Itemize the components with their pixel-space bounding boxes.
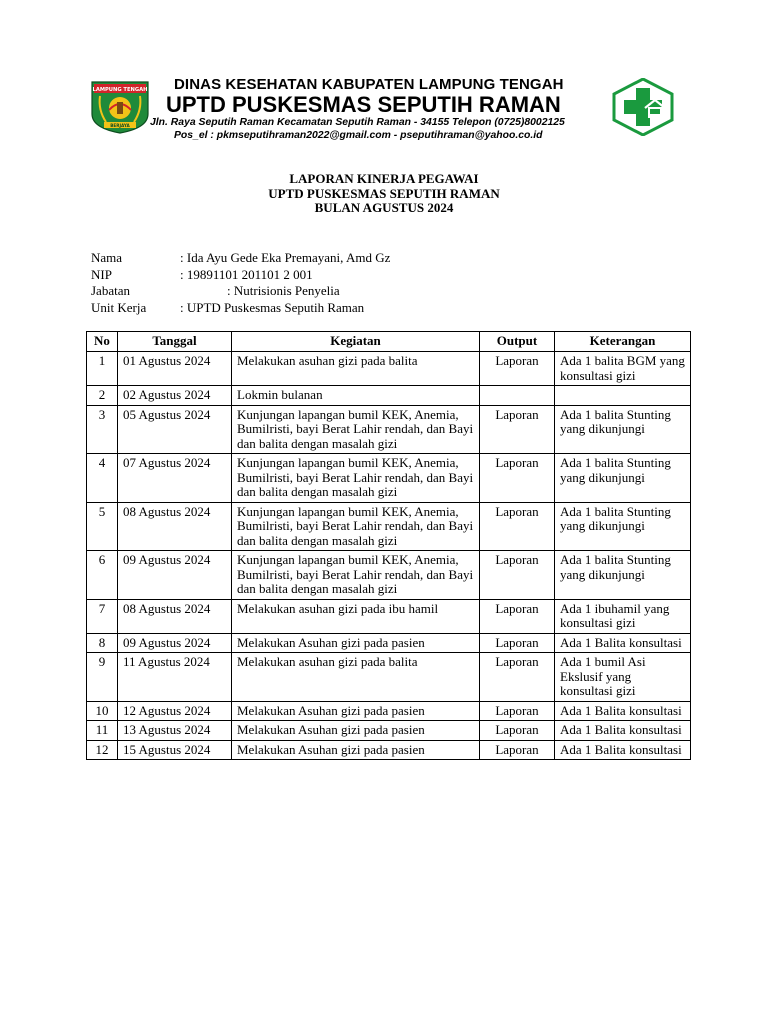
cell-no: 12 bbox=[87, 740, 118, 760]
cell-no: 1 bbox=[87, 352, 118, 386]
cell-keterangan: Ada 1 balita Stunting yang dikunjungi bbox=[555, 454, 691, 503]
header-no: No bbox=[87, 332, 118, 352]
header-tanggal: Tanggal bbox=[118, 332, 232, 352]
jabatan-label: Jabatan bbox=[91, 283, 130, 298]
cell-keterangan: Ada 1 balita BGM yang konsultasi gizi bbox=[555, 352, 691, 386]
table-row bbox=[87, 721, 691, 741]
jabatan-value: : Nutrisionis Penyelia bbox=[227, 283, 340, 298]
nip-value: : 19891101 201101 2 001 bbox=[180, 266, 313, 282]
cell-kegiatan: Kunjungan lapangan bumil KEK, Anemia, Bumilristi, bayi Berat Lahir rendah, dan Bayi dan balita dengan masalah gizi bbox=[232, 454, 480, 503]
cell-keterangan: Ada 1 balita Stunting yang dikunjungi bbox=[555, 551, 691, 600]
cell-tanggal: 12 Agustus 2024 bbox=[118, 701, 232, 721]
nip-label: NIP bbox=[91, 266, 112, 282]
cell-tanggal: 07 Agustus 2024 bbox=[118, 454, 232, 503]
cell-kegiatan: Melakukan asuhan gizi pada balita bbox=[232, 352, 480, 386]
report-title bbox=[0, 172, 768, 216]
cell-keterangan: Ada 1 balita Stunting yang dikunjungi bbox=[555, 502, 691, 551]
activity-table bbox=[86, 331, 691, 760]
unit-kerja-value: : UPTD Puskesmas Seputih Raman bbox=[180, 299, 365, 315]
emblem-bottom-label: BERJAYA bbox=[110, 123, 130, 128]
title-line-2: UPTD PUSKESMAS SEPUTIH RAMAN bbox=[268, 185, 500, 201]
title-line-1: LAPORAN KINERJA PEGAWAI bbox=[289, 171, 479, 186]
cell-kegiatan: Kunjungan lapangan bumil KEK, Anemia, Bumilristi, bayi Berat Lahir rendah, dan Bayi dan balita dengan masalah gizi bbox=[232, 405, 480, 454]
cell-kegiatan: Melakukan asuhan gizi pada ibu hamil bbox=[232, 599, 480, 633]
cell-keterangan: Ada 1 balita Stunting yang dikunjungi bbox=[555, 405, 691, 454]
cell-output: Laporan bbox=[480, 701, 555, 721]
header-keterangan: Keterangan bbox=[555, 332, 691, 352]
table-row bbox=[87, 352, 691, 386]
cell-output: Laporan bbox=[480, 653, 555, 702]
agency-name: DINAS KESEHATAN KABUPATEN LAMPUNG TENGAH bbox=[174, 76, 564, 93]
cell-no: 4 bbox=[87, 454, 118, 503]
puskesmas-cross-icon bbox=[612, 78, 674, 136]
header-kegiatan: Kegiatan bbox=[232, 332, 480, 352]
cell-kegiatan: Melakukan Asuhan gizi pada pasien bbox=[232, 721, 480, 741]
table-row bbox=[87, 653, 691, 702]
table-row bbox=[87, 633, 691, 653]
cell-no: 8 bbox=[87, 633, 118, 653]
unit-kerja-label: Unit Kerja bbox=[91, 299, 147, 315]
cell-no: 10 bbox=[87, 701, 118, 721]
table-row bbox=[87, 502, 691, 551]
cell-output: Laporan bbox=[480, 740, 555, 760]
cell-kegiatan: Melakukan asuhan gizi pada balita bbox=[232, 653, 480, 702]
cell-output: Laporan bbox=[480, 502, 555, 551]
table-row bbox=[87, 551, 691, 600]
letterhead bbox=[86, 74, 686, 141]
cell-kegiatan: Melakukan Asuhan gizi pada pasien bbox=[232, 701, 480, 721]
cell-keterangan: Ada 1 Balita konsultasi bbox=[555, 701, 691, 721]
table-row bbox=[87, 701, 691, 721]
cell-keterangan: Ada 1 bumil Asi Ekslusif yang konsultasi gizi bbox=[555, 653, 691, 702]
table-row bbox=[87, 405, 691, 454]
cell-no: 2 bbox=[87, 386, 118, 406]
cell-no: 9 bbox=[87, 653, 118, 702]
cell-tanggal: 09 Agustus 2024 bbox=[118, 551, 232, 600]
cell-output: Laporan bbox=[480, 633, 555, 653]
cell-tanggal: 09 Agustus 2024 bbox=[118, 633, 232, 653]
cell-tanggal: 13 Agustus 2024 bbox=[118, 721, 232, 741]
cell-kegiatan: Lokmin bulanan bbox=[232, 386, 480, 406]
table-row bbox=[87, 454, 691, 503]
cell-tanggal: 08 Agustus 2024 bbox=[118, 599, 232, 633]
cell-keterangan: Ada 1 Balita konsultasi bbox=[555, 633, 691, 653]
cell-tanggal: 01 Agustus 2024 bbox=[118, 352, 232, 386]
cell-keterangan: Ada 1 Balita konsultasi bbox=[555, 721, 691, 741]
cell-no: 7 bbox=[87, 599, 118, 633]
cell-no: 6 bbox=[87, 551, 118, 600]
cell-kegiatan: Kunjungan lapangan bumil KEK, Anemia, Bumilristi, bayi Berat Lahir rendah, dan Bayi dan balita dengan masalah gizi bbox=[232, 551, 480, 600]
cell-output bbox=[480, 386, 555, 406]
cell-kegiatan: Melakukan Asuhan gizi pada pasien bbox=[232, 633, 480, 653]
table-row bbox=[87, 599, 691, 633]
title-line-3: BULAN AGUSTUS 2024 bbox=[314, 200, 454, 215]
cell-output: Laporan bbox=[480, 454, 555, 503]
cell-tanggal: 05 Agustus 2024 bbox=[118, 405, 232, 454]
cell-kegiatan: Kunjungan lapangan bumil KEK, Anemia, Bumilristi, bayi Berat Lahir rendah, dan Bayi dan balita dengan masalah gizi bbox=[232, 502, 480, 551]
cell-keterangan: Ada 1 ibuhamil yang konsultasi gizi bbox=[555, 599, 691, 633]
cell-output: Laporan bbox=[480, 352, 555, 386]
nama-label: Nama bbox=[91, 250, 123, 265]
nama-value: : Ida Ayu Gede Eka Premayani, Amd Gz bbox=[180, 250, 391, 265]
cell-no: 5 bbox=[87, 502, 118, 551]
cell-tanggal: 11 Agustus 2024 bbox=[118, 653, 232, 702]
cell-output: Laporan bbox=[480, 405, 555, 454]
cell-no: 11 bbox=[87, 721, 118, 741]
cell-output: Laporan bbox=[480, 599, 555, 633]
cell-tanggal: 08 Agustus 2024 bbox=[118, 502, 232, 551]
cell-output: Laporan bbox=[480, 551, 555, 600]
emblem-top-label: LAMPUNG TENGAH bbox=[92, 87, 148, 93]
institution-address: Jln. Raya Seputih Raman Kecamatan Seputih Raman - 34155 Telepon (0725)8002125 bbox=[150, 117, 565, 128]
cell-keterangan: Ada 1 Balita konsultasi bbox=[555, 740, 691, 760]
lampung-tengah-emblem-icon bbox=[90, 80, 150, 134]
table-header-row bbox=[87, 332, 691, 352]
cell-tanggal: 15 Agustus 2024 bbox=[118, 740, 232, 760]
cell-no: 3 bbox=[87, 405, 118, 454]
cell-keterangan bbox=[555, 386, 691, 406]
table-row bbox=[87, 740, 691, 760]
cell-kegiatan: Melakukan Asuhan gizi pada pasien bbox=[232, 740, 480, 760]
header-output: Output bbox=[480, 332, 555, 352]
institution-name: UPTD PUSKESMAS SEPUTIH RAMAN bbox=[166, 92, 561, 117]
table-row bbox=[87, 386, 691, 406]
cell-tanggal: 02 Agustus 2024 bbox=[118, 386, 232, 406]
institution-email: Pos_el : pkmseputihraman2022@gmail.com - pseputihraman@yahoo.co.id bbox=[174, 130, 543, 141]
cell-output: Laporan bbox=[480, 721, 555, 741]
